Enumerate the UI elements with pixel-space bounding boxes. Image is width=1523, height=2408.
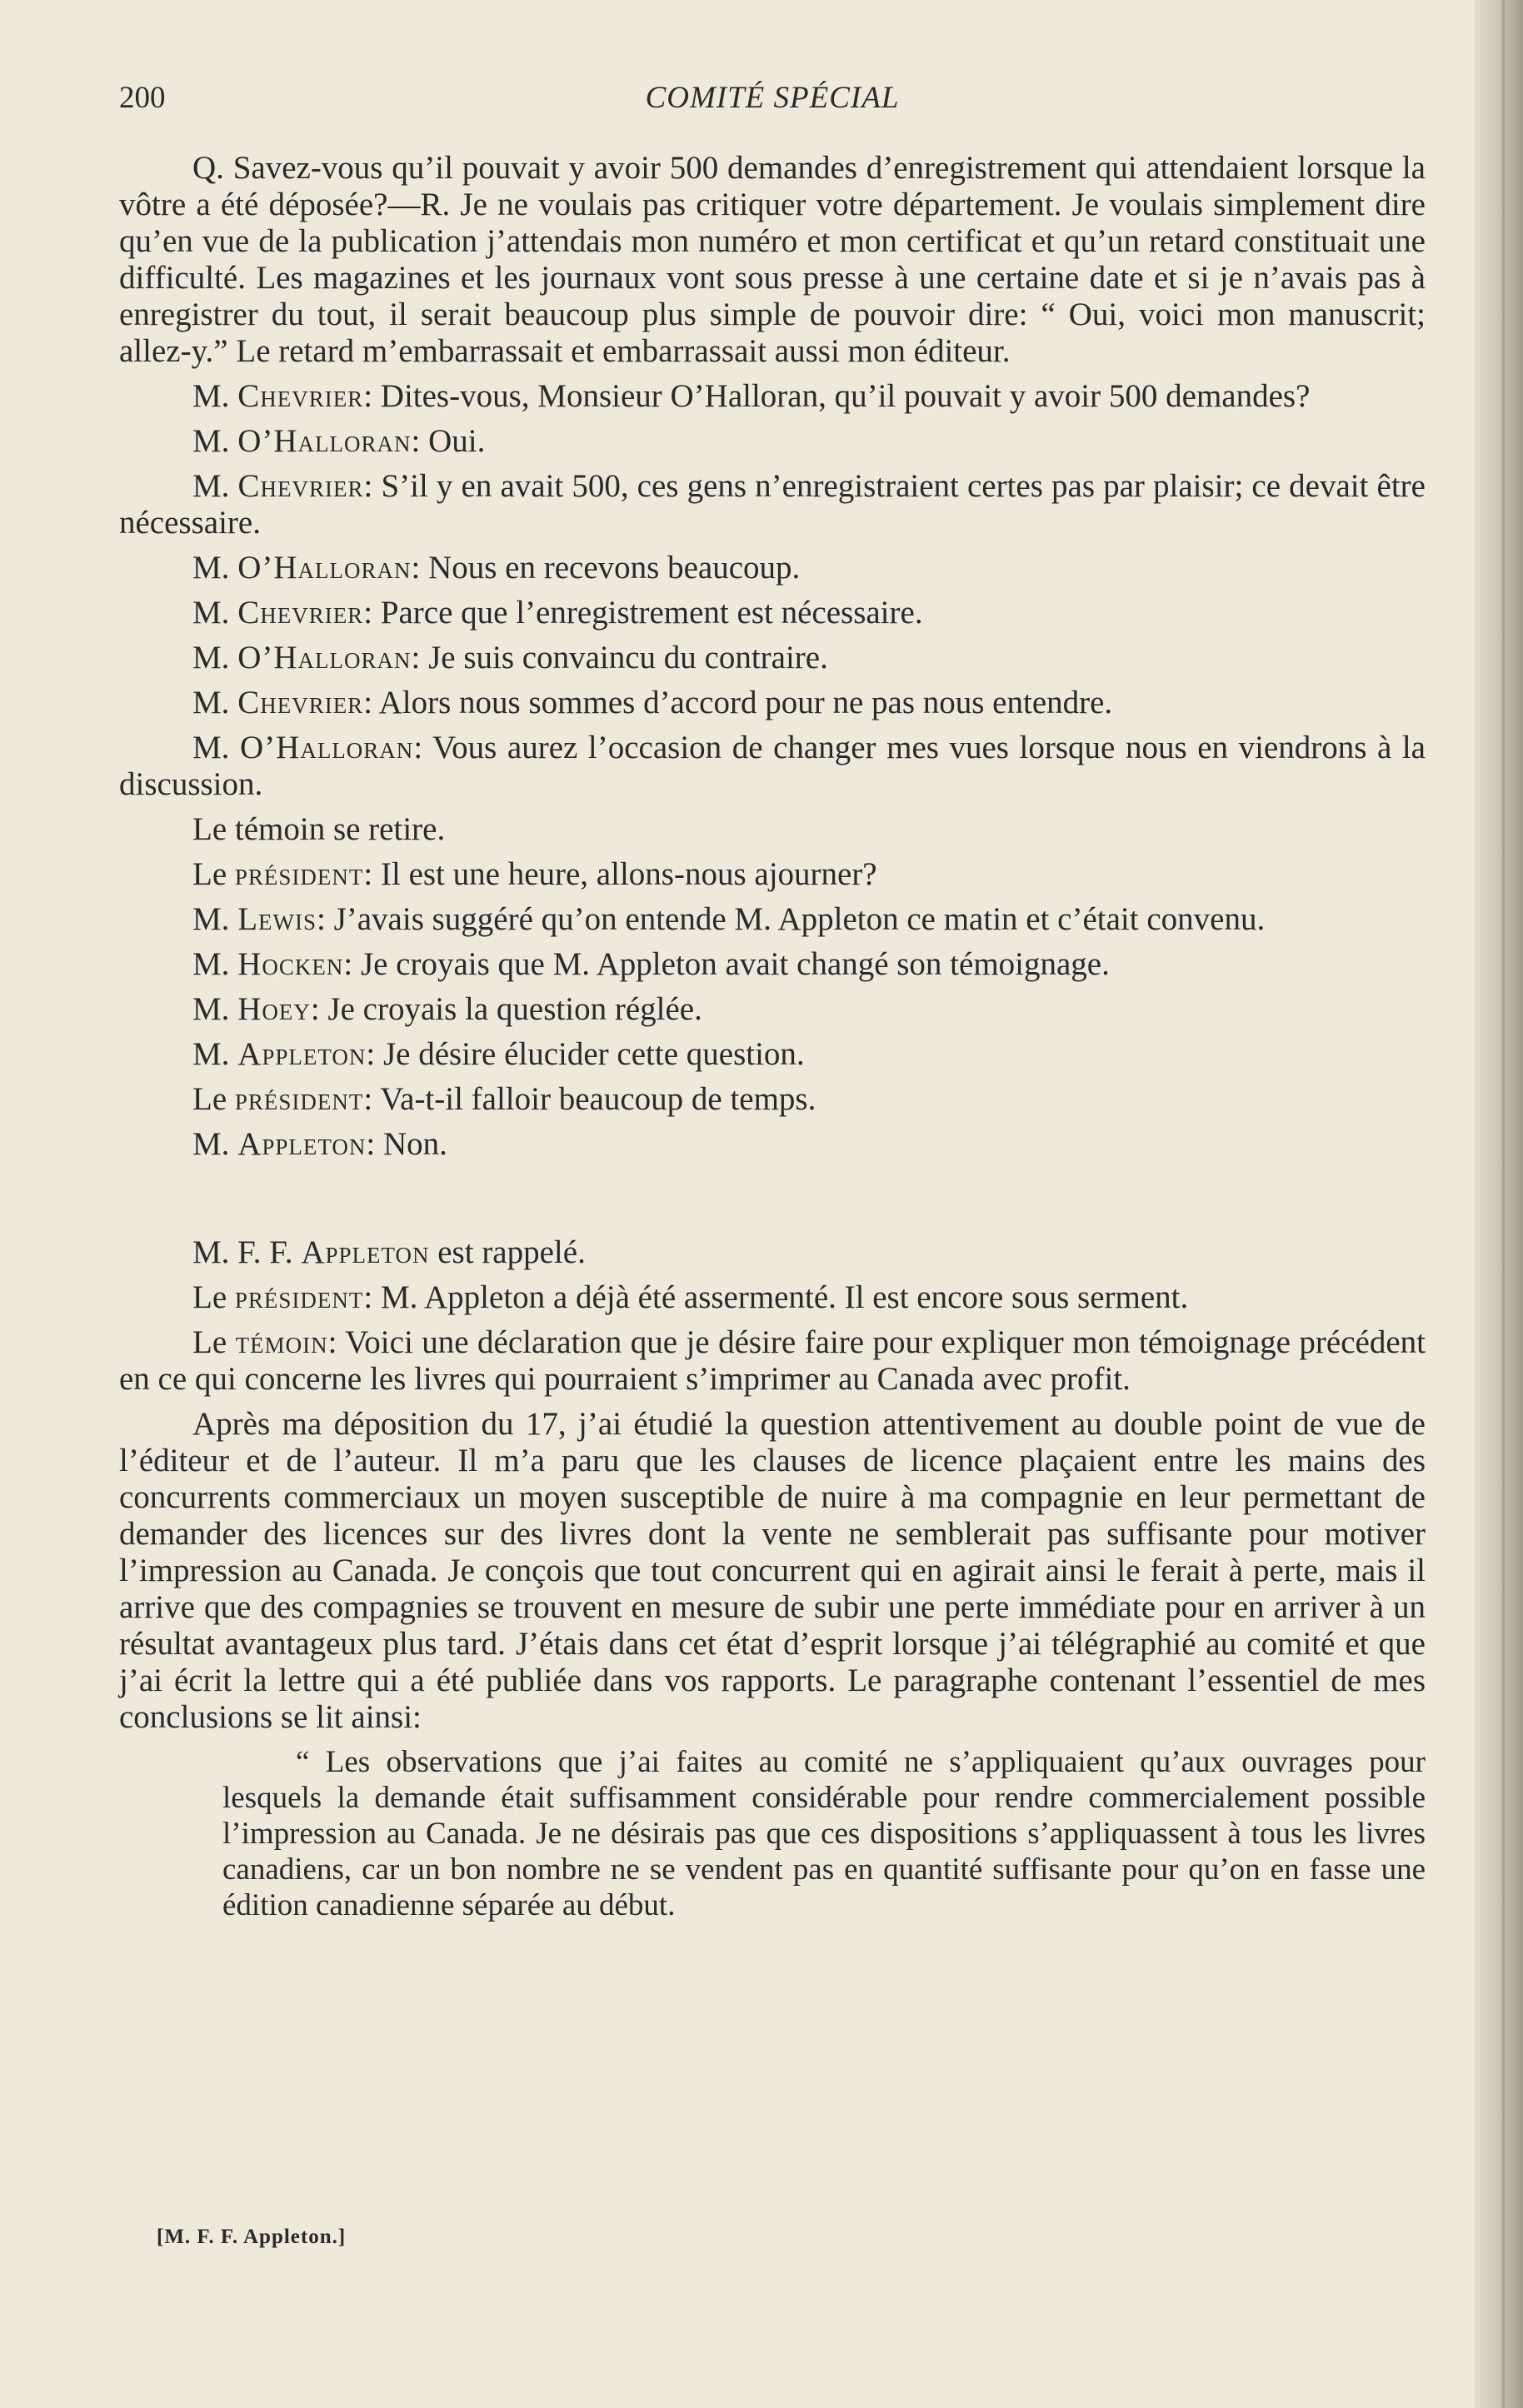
paragraph xyxy=(119,1324,1426,1398)
paragraph-text: est rappelé. xyxy=(429,1234,586,1270)
paragraph xyxy=(119,595,1426,631)
paragraph-text: : J’avais suggéré qu’on entende M. Appleton ce matin et c’était convenu. xyxy=(317,901,1266,937)
speaker-name: Appleton xyxy=(301,1234,430,1270)
paragraph xyxy=(119,901,1426,938)
paragraph xyxy=(119,550,1426,586)
page-edge-line xyxy=(1502,0,1505,2408)
speaker-name: témoin xyxy=(235,1324,328,1360)
paragraph xyxy=(119,423,1426,460)
speaker-name: O’Halloran xyxy=(237,640,412,676)
paragraph-text: : Je suis convaincu du contraire. xyxy=(411,640,828,676)
paragraph-text: : M. Appleton a déjà été assermenté. Il est encore sous serment. xyxy=(363,1279,1189,1315)
paragraph-text: : Je croyais la question réglée. xyxy=(310,991,702,1027)
paragraph xyxy=(119,991,1426,1028)
paragraph-text: : Oui. xyxy=(411,423,486,459)
paragraph xyxy=(119,685,1426,721)
page-edge-shadow xyxy=(1475,0,1523,2408)
paragraph-text: : Non. xyxy=(366,1126,447,1162)
paragraph xyxy=(119,150,1426,370)
paragraph-text: : Vous aurez l’occasion de changer mes vues lorsque nous en viendrons à la discussion. xyxy=(119,730,1426,802)
page-body xyxy=(119,150,1426,1932)
speaker-name: Lewis xyxy=(237,901,317,937)
running-title: COMITÉ SPÉCIAL xyxy=(645,81,900,115)
paragraph-text: Après ma déposition du 17, j’ai étudié la question attentivement au double point de vue de l’éditeur et de l’auteur. Il m’a paru que les clauses de licence plaçaient entre les mains des concurrents commerciaux un moyen susceptible de nuire à ma compagnie en leur permettant de demander des licences sur des livres dont la vente ne semblerait pas suffisante pour motiver l’impression au Canada. Je conçois que tout concurrent qui en agirait ainsi le ferait à perte, mais il arrive que des compagnies se trouvent en mesure de subir une perte immédiate pour en arriver à un résultat avantageux plus tard. J’étais dans cet état d’esprit lorsque j’ai télégraphié au comité et que j’ai écrit la lettre qui a été publiée dans vos rapports. Le paragraphe contenant l’essentiel de mes conclusions se lit ainsi: xyxy=(119,1406,1426,1735)
speaker-prefix: Le xyxy=(192,1081,235,1117)
speaker-prefix: Le xyxy=(192,1324,236,1360)
quoted-letter xyxy=(222,1744,1426,1923)
paragraph xyxy=(119,946,1426,983)
paragraph-text: : Nous en recevons beaucoup. xyxy=(411,550,801,586)
speaker-prefix: Le xyxy=(192,856,235,892)
testimony-section xyxy=(119,150,1426,1163)
speaker-name: Hocken xyxy=(237,946,344,982)
speaker-name: Appleton xyxy=(237,1036,367,1072)
speaker-name: Chevrier xyxy=(237,595,364,631)
speaker-name: Chevrier xyxy=(237,378,364,414)
speaker-prefix: M. xyxy=(192,991,238,1027)
paragraph-text: : Il est une heure, allons-nous ajourner? xyxy=(363,856,877,892)
speaker-prefix: M. xyxy=(192,946,238,982)
speaker-footer-note: [M. F. F. Appleton.] xyxy=(157,2226,347,2248)
section-gap xyxy=(119,1171,1426,1234)
speaker-prefix: M. xyxy=(192,423,238,459)
speaker-prefix: M. xyxy=(192,685,238,720)
paragraph-text: : Voici une déclaration que je désire faire pour expliquer mon témoignage précédent en ce qui concerne les livres qui pourraient s’imprimer au Canada avec profit. xyxy=(119,1324,1426,1397)
speaker-prefix: M. F. F. xyxy=(192,1234,302,1270)
paragraph-text: : S’il y en avait 500, ces gens n’enregistraient certes pas par plaisir; ce devait être nécessaire. xyxy=(119,468,1426,541)
speaker-name: Hoey xyxy=(237,991,311,1027)
speaker-name: O’Halloran xyxy=(240,730,414,765)
paragraph xyxy=(119,1279,1426,1316)
paragraph-text: : Dites-vous, Monsieur O’Halloran, qu’il pouvait y avoir 500 demandes? xyxy=(363,378,1311,414)
paragraph xyxy=(119,468,1426,541)
paragraph xyxy=(119,730,1426,803)
speaker-prefix: M. xyxy=(192,640,238,676)
speaker-prefix: Le xyxy=(192,1279,235,1315)
speaker-prefix: M. xyxy=(192,730,240,765)
speaker-prefix: M. xyxy=(192,468,238,504)
paragraph xyxy=(119,1081,1426,1118)
paragraph-text: : Je désire élucider cette question. xyxy=(366,1036,805,1072)
speaker-prefix: M. xyxy=(192,378,238,414)
speaker-name: O’Halloran xyxy=(237,550,412,586)
paragraph-text: Q. Savez-vous qu’il pouvait y avoir 500 demandes d’enregistrement qui attendaient lorsque la vôtre a été déposée?—R. Je ne voulais pas critiquer votre département. Je voulais simplement dire qu’en vue de la publication j’attendais mon numéro et mon certificat et qu’un retard constituait une difficulté. Les magazines et les journaux vont sous presse à une certaine date et si je n’avais pas à enregistrer du tout, il serait beaucoup plus simple de pouvoir dire: “ Oui, voici mon manuscrit; allez-y.” Le retard m’embarrassait et embarrassait aussi mon éditeur. xyxy=(119,150,1426,369)
paragraph xyxy=(119,856,1426,893)
paragraph xyxy=(119,640,1426,676)
speaker-name: Appleton xyxy=(237,1126,367,1162)
speaker-prefix: M. xyxy=(192,595,238,631)
speaker-name: président xyxy=(234,1279,364,1315)
page-number: 200 xyxy=(119,81,166,115)
page-header xyxy=(119,80,1426,122)
paragraph-text: : Alors nous sommes d’accord pour ne pas nous entendre. xyxy=(363,685,1113,720)
speaker-name: O’Halloran xyxy=(237,423,412,459)
paragraph-text: : Je croyais que M. Appleton avait changé son témoignage. xyxy=(343,946,1110,982)
speaker-prefix: M. xyxy=(192,901,238,937)
speaker-name: Chevrier xyxy=(237,685,364,720)
recall-section xyxy=(119,1234,1426,1736)
speaker-prefix: M. xyxy=(192,1126,238,1162)
paragraph xyxy=(119,378,1426,415)
paragraph xyxy=(119,1406,1426,1736)
paragraph xyxy=(119,1126,1426,1163)
paragraph-text: : Parce que l’enregistrement est nécessaire. xyxy=(363,595,923,631)
paragraph-text: : Va-t-il falloir beaucoup de temps. xyxy=(363,1081,816,1117)
paragraph-text: Le témoin se retire. xyxy=(192,811,446,847)
paragraph xyxy=(119,1234,1426,1271)
quoted-paragraph: “ Les observations que j’ai faites au comité ne s’appliquaient qu’aux ouvrages pour lesquels la demande était suffisamment considérable pour rendre commercialement possible l’impression au Canada. Je ne désirais pas que ces dispositions s’appliquassent à tous les livres canadiens, car un bon nombre ne se vendent pas en quantité suffisante pour qu’on en fasse une édition canadienne séparée au début. xyxy=(222,1745,1426,1922)
speaker-name: président xyxy=(234,856,364,892)
speaker-name: président xyxy=(234,1081,364,1117)
speaker-name: Chevrier xyxy=(237,468,364,504)
paragraph xyxy=(119,811,1426,848)
speaker-prefix: M. xyxy=(192,550,238,586)
speaker-prefix: M. xyxy=(192,1036,238,1072)
paragraph xyxy=(119,1036,1426,1073)
